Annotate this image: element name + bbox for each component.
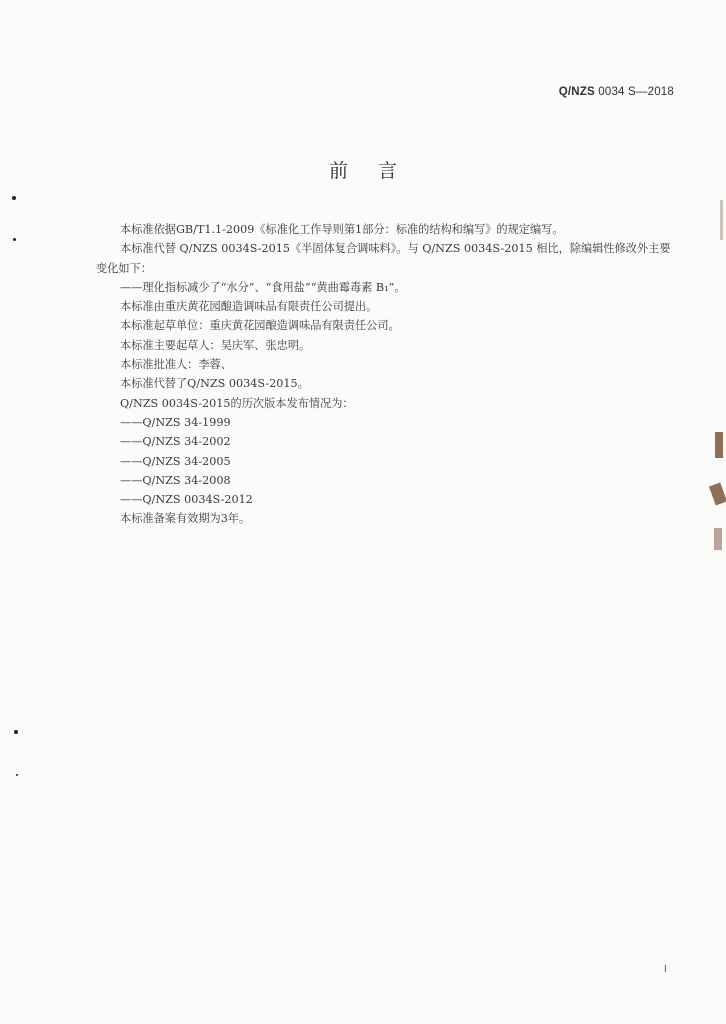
document-code-number: 0034 S—2018 (594, 86, 674, 98)
scan-dot (12, 196, 16, 200)
paragraph-validity: 本标准备案有效期为3年。 (120, 512, 251, 526)
paragraph-changes: ——理化指标减少了“水分”、“食用盐”“黄曲霉毒素 B₁”。 (120, 280, 406, 294)
paragraph-basis: 本标准依据GB/T1.1-2009《标准化工作导则第1部分：标准的结构和编写》的规定编写。 (120, 223, 564, 236)
history-item: ——Q/NZS 34-1999 (120, 415, 231, 429)
scan-dot (16, 774, 18, 776)
document-code-prefix: Q/NZS (558, 86, 595, 98)
history-item: ——Q/NZS 34-2002 (120, 435, 231, 449)
paragraph-approver: 本标准批准人：李蓉、 (120, 358, 232, 372)
paragraph-replaces: 本标准代替 Q/NZS 0034S-2015《半固体复合调味料》。与 Q/NZS 0034S-2015 相比，除编辑性修改外主要变化如下： (96, 242, 671, 275)
history-item: ——Q/NZS 34-2008 (120, 473, 231, 487)
seal-fragment (720, 200, 723, 240)
page-title: 前言 (328, 160, 427, 182)
seal-fragment (714, 528, 722, 550)
paragraph-history-intro: Q/NZS 0034S-2015的历次版本发布情况为： (120, 396, 354, 410)
document-code (559, 86, 674, 98)
foreword-body (96, 220, 672, 529)
paragraph-drafting-unit: 本标准起草单位：重庆黄花园酿造调味品有限责任公司。 (120, 319, 400, 333)
page-number: I (664, 964, 667, 975)
paragraph-proposer: 本标准由重庆黄花园酿造调味品有限责任公司提出。 (120, 300, 378, 314)
scan-dot (13, 238, 16, 241)
paragraph-superseded: 本标准代替了Q/NZS 0034S-2015。 (120, 377, 309, 391)
seal-fragment (715, 432, 723, 458)
seal-fragment (709, 483, 726, 506)
history-item: ——Q/NZS 34-2005 (120, 454, 231, 468)
scan-dot (14, 730, 18, 734)
paragraph-drafters: 本标准主要起草人：吴庆军、张忠明。 (120, 338, 311, 352)
history-item: ——Q/NZS 0034S-2012 (120, 493, 253, 507)
